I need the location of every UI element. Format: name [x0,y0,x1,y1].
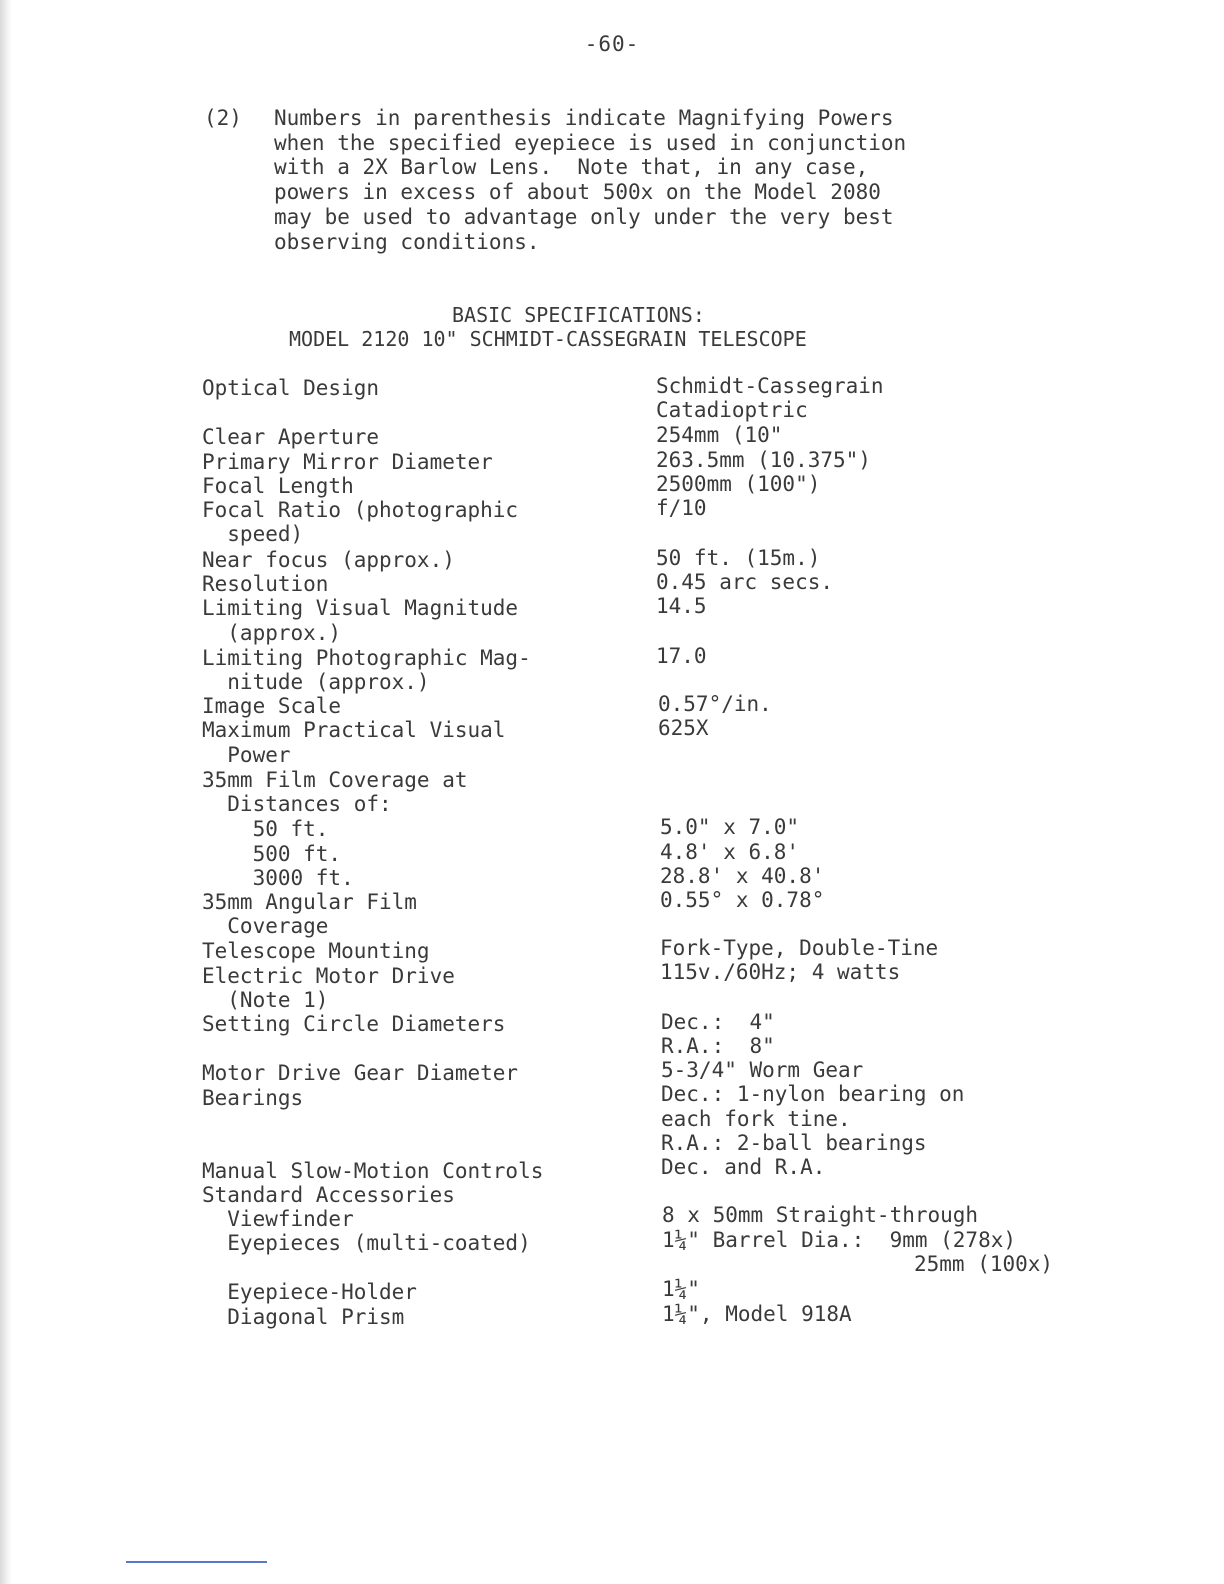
spec-value: 4.8' x 6.8' [660,840,800,864]
spec-label: Viewfinder [202,1207,354,1231]
spec-label: Focal Ratio (photographic [202,498,519,522]
spec-label: Resolution [202,572,329,596]
spec-value: Catadioptric [656,398,808,422]
spec-value: f/10 [656,496,707,520]
spec-label: Near focus (approx.) [202,548,455,572]
spec-value: 25mm (100x) [914,1252,1054,1276]
spec-value: 2500mm (100") [656,472,821,496]
spec-label: Eyepieces (multi-coated) [202,1231,531,1255]
spec-label: Setting Circle Diameters [202,1012,506,1036]
spec-value: 17.0 [656,644,707,668]
spec-label: Image Scale [202,694,342,718]
spec-value: 50 ft. (15m.) [656,546,821,570]
spec-label: nitude (approx.) [202,670,430,694]
spec-label: Manual Slow-Motion Controls [202,1159,544,1183]
note-line: may be used to advantage only under the very best [274,204,894,229]
note-line: observing conditions. [274,229,540,254]
spec-label: Eyepiece-Holder [202,1280,417,1304]
spec-label: Optical Design [202,376,380,400]
spec-value: 8 x 50mm Straight-through [662,1203,979,1227]
spec-label: Coverage [202,914,329,938]
spec-label: Motor Drive Gear Diameter [202,1061,519,1085]
spec-value: each fork tine. [661,1107,851,1131]
spec-label: Primary Mirror Diameter [202,450,493,474]
spec-value: Schmidt-Cassegrain [656,374,884,398]
spec-value: R.A.: 2-ball bearings [661,1131,927,1155]
spec-label: Power [202,743,291,767]
spec-value: 5-3/4" Worm Gear [661,1058,864,1082]
spec-label: speed) [202,522,304,546]
spec-value: 0.57°/in. [658,692,772,716]
spec-value: 0.55° x 0.78° [660,888,825,912]
spec-value: 115v./60Hz; 4 watts [660,960,901,984]
spec-label: Focal Length [202,474,354,498]
spec-value: Dec.: 4" [661,1010,775,1034]
spec-value: 28.8' x 40.8' [660,864,825,888]
footnote-rule [126,1561,267,1563]
spec-value: Fork-Type, Double-Tine [660,936,939,960]
spec-value: 625X [658,716,709,740]
spec-label: Clear Aperture [202,425,380,449]
note-line: Numbers in parenthesis indicate Magnifying Powers [274,106,894,130]
spec-label: Diagonal Prism [202,1305,405,1329]
note-line: with a 2X Barlow Lens. Note that, in any case, [274,155,869,180]
spec-value: 263.5mm (10.375") [656,448,871,472]
spec-value: 14.5 [656,594,707,618]
scan-edge-shadow [0,0,12,1584]
spec-value: Dec.: 1-nylon bearing on [661,1082,965,1106]
spec-label: Maximum Practical Visual [202,718,506,742]
spec-label: Electric Motor Drive [202,964,455,988]
note-line: when the specified eyepiece is used in conjunction [274,130,907,155]
spec-label: (approx.) [202,621,342,645]
spec-value: 0.45 arc secs. [656,570,834,594]
spec-value: 254mm (10" [656,423,783,447]
spec-label: Standard Accessories [202,1183,455,1207]
spec-value: 1¼", Model 918A [662,1302,852,1326]
spec-label: Bearings [202,1086,304,1110]
spec-value: 1¼" Barrel Dia.: 9mm (278x) [662,1228,1017,1252]
spec-label: 50 ft. [202,817,329,841]
spec-label: Limiting Photographic Mag- [202,646,531,670]
note-number: (2) [204,106,242,130]
spec-value: 5.0" x 7.0" [660,815,800,839]
spec-value: Dec. and R.A. [661,1155,826,1179]
spec-label: Distances of: [202,792,392,816]
spec-value: R.A.: 8" [661,1034,775,1058]
spec-heading: BASIC SPECIFICATIONS: [452,303,705,327]
note-line: powers in excess of about 500x on the Model 2080 [274,180,881,205]
spec-label: 35mm Angular Film [202,890,417,914]
spec-label: Telescope Mounting [202,939,430,963]
spec-subheading: MODEL 2120 10" SCHMIDT-CASSEGRAIN TELESCOPE [289,327,807,351]
spec-label: (Note 1) [202,988,329,1012]
note-text [274,106,1074,254]
page-number: -60- [584,32,640,56]
spec-value: 1¼" [662,1277,700,1301]
spec-label: 500 ft. [202,842,342,866]
spec-label: 35mm Film Coverage at [202,768,468,792]
spec-label: 3000 ft. [202,866,354,890]
spec-label: Limiting Visual Magnitude [202,596,519,620]
